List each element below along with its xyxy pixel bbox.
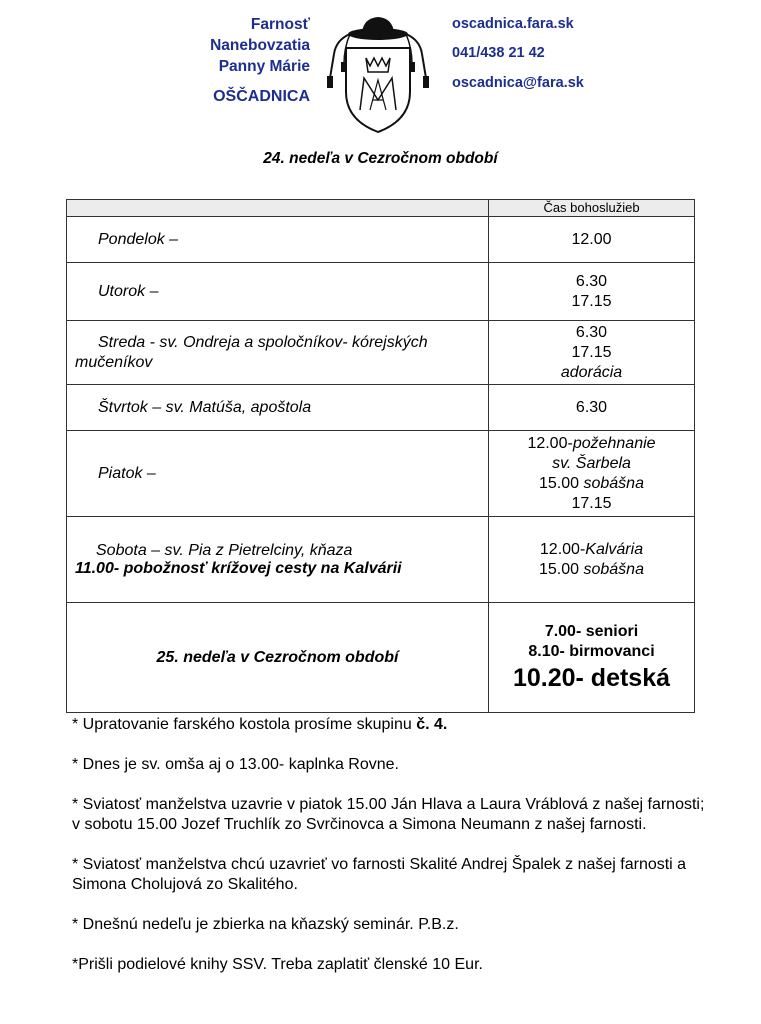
day-friday: Piatok –: [98, 464, 156, 482]
table-row-wednesday: [67, 321, 695, 385]
header-empty-cell: [67, 200, 489, 217]
day-wednesday-line2: mučeníkov: [75, 353, 153, 371]
time-saturday-1-note: Kalvária: [585, 540, 644, 558]
time-sunday-2: 8.10- birmovanci: [528, 642, 655, 660]
day-saturday: Sobota – sv. Pia z Pietrelciny, kňaza: [96, 541, 353, 559]
table-row-sunday: [67, 603, 695, 713]
time-friday-3-note: sobášna: [583, 474, 644, 492]
saturday-event: 11.00- pobožnosť krížovej cesty na Kalvárii: [75, 559, 402, 577]
table-header-row: [67, 200, 695, 217]
note-cleaning: [72, 715, 712, 735]
phone-number: 041/438 21 42: [452, 45, 545, 61]
parish-name-line3: Panny Márie: [218, 58, 310, 75]
table-row-tuesday: [67, 263, 695, 321]
time-wednesday-2: 17.15: [571, 343, 612, 361]
time-saturday-1-time: 12.00-: [539, 540, 586, 558]
times-header: Čas bohoslužieb: [489, 200, 695, 217]
town-name: OŠČADNICA: [213, 88, 310, 105]
time-saturday-2: [489, 560, 694, 580]
time-saturday-2-time: 15.00: [539, 560, 584, 578]
day-wednesday-line1: Streda - sv. Ondreja a spoločníkov- kórejských: [98, 333, 428, 351]
note-wedding-2: * Sviatosť manželstva chcú uzavrieť vo farnosti Skalité Andrej Špalek z našej farnosti a Simona Cholujová zo Skalitého.: [72, 856, 687, 893]
schedule-table: [66, 199, 695, 713]
day-tuesday: Utorok –: [98, 282, 159, 300]
parish-coat-of-arms-icon: [326, 14, 430, 134]
day-thursday: Štvrtok – sv. Matúša, apoštola: [98, 398, 312, 416]
email-link[interactable]: oscadnica@fara.sk: [452, 75, 584, 91]
parish-name-line2: Nanebovzatia: [210, 37, 310, 54]
parish-name-line1: Farnosť: [250, 16, 310, 33]
note-wedding-1: * Sviatosť manželstva uzavrie v piatok 15.00 Ján Hlava a Laura Vráblová z našej farnosti; v sobotu 15.00 Jozef Truchlík zo Svrčinovca a Simona Neumann z našej farnosti.: [72, 796, 705, 833]
note-books: *Prišli podielové knihy SSV. Treba zaplatiť členské 10 Eur.: [72, 956, 483, 973]
note-cleaning-text: * Upratovanie farského kostola prosíme skupinu: [72, 716, 417, 733]
time-saturday-1: [489, 540, 694, 560]
contact-info: [452, 16, 584, 105]
parish-name: [150, 14, 310, 107]
table-row-thursday: [67, 385, 695, 431]
note-cleaning-group: č. 4.: [416, 716, 448, 733]
time-friday-3-time: 15.00: [539, 474, 584, 492]
table-row-monday: [67, 217, 695, 263]
time-thursday-1: 6.30: [575, 398, 608, 416]
note-collection: * Dnešnú nedeľu je zbierka na kňazský seminár. P.B.z.: [72, 916, 459, 933]
table-row-saturday: [67, 517, 695, 603]
note-mass-rovne: * Dnes je sv. omša aj o 13.00- kaplnka Rovne.: [72, 756, 399, 773]
day-sunday: 25. nedeľa v Cezročnom období: [156, 648, 399, 666]
time-wednesday-1: 6.30: [575, 323, 608, 341]
time-friday-1: [489, 434, 694, 454]
time-tuesday-2: 17.15: [571, 292, 612, 310]
time-tuesday-1: 6.30: [575, 272, 608, 290]
page-title: 24. nedeľa v Cezročnom období: [263, 150, 498, 167]
website-link[interactable]: oscadnica.fara.sk: [452, 16, 574, 32]
time-friday-4: 17.15: [571, 494, 612, 512]
time-sunday-3: 10.20- detská: [512, 663, 671, 692]
time-friday-1-time: 12.00-: [527, 434, 573, 452]
time-wednesday-3: adorácia: [560, 363, 623, 381]
table-row-friday: [67, 431, 695, 517]
announcements: [72, 715, 712, 995]
time-monday-1: 12.00: [571, 230, 612, 248]
time-sunday-1: 7.00- seniori: [544, 622, 639, 640]
time-friday-1-note: požehnanie: [572, 434, 656, 452]
time-friday-2: sv. Šarbela: [552, 454, 631, 472]
day-monday: Pondelok –: [98, 230, 179, 248]
time-saturday-2-note: sobášna: [583, 560, 644, 578]
time-friday-3: [489, 474, 694, 494]
